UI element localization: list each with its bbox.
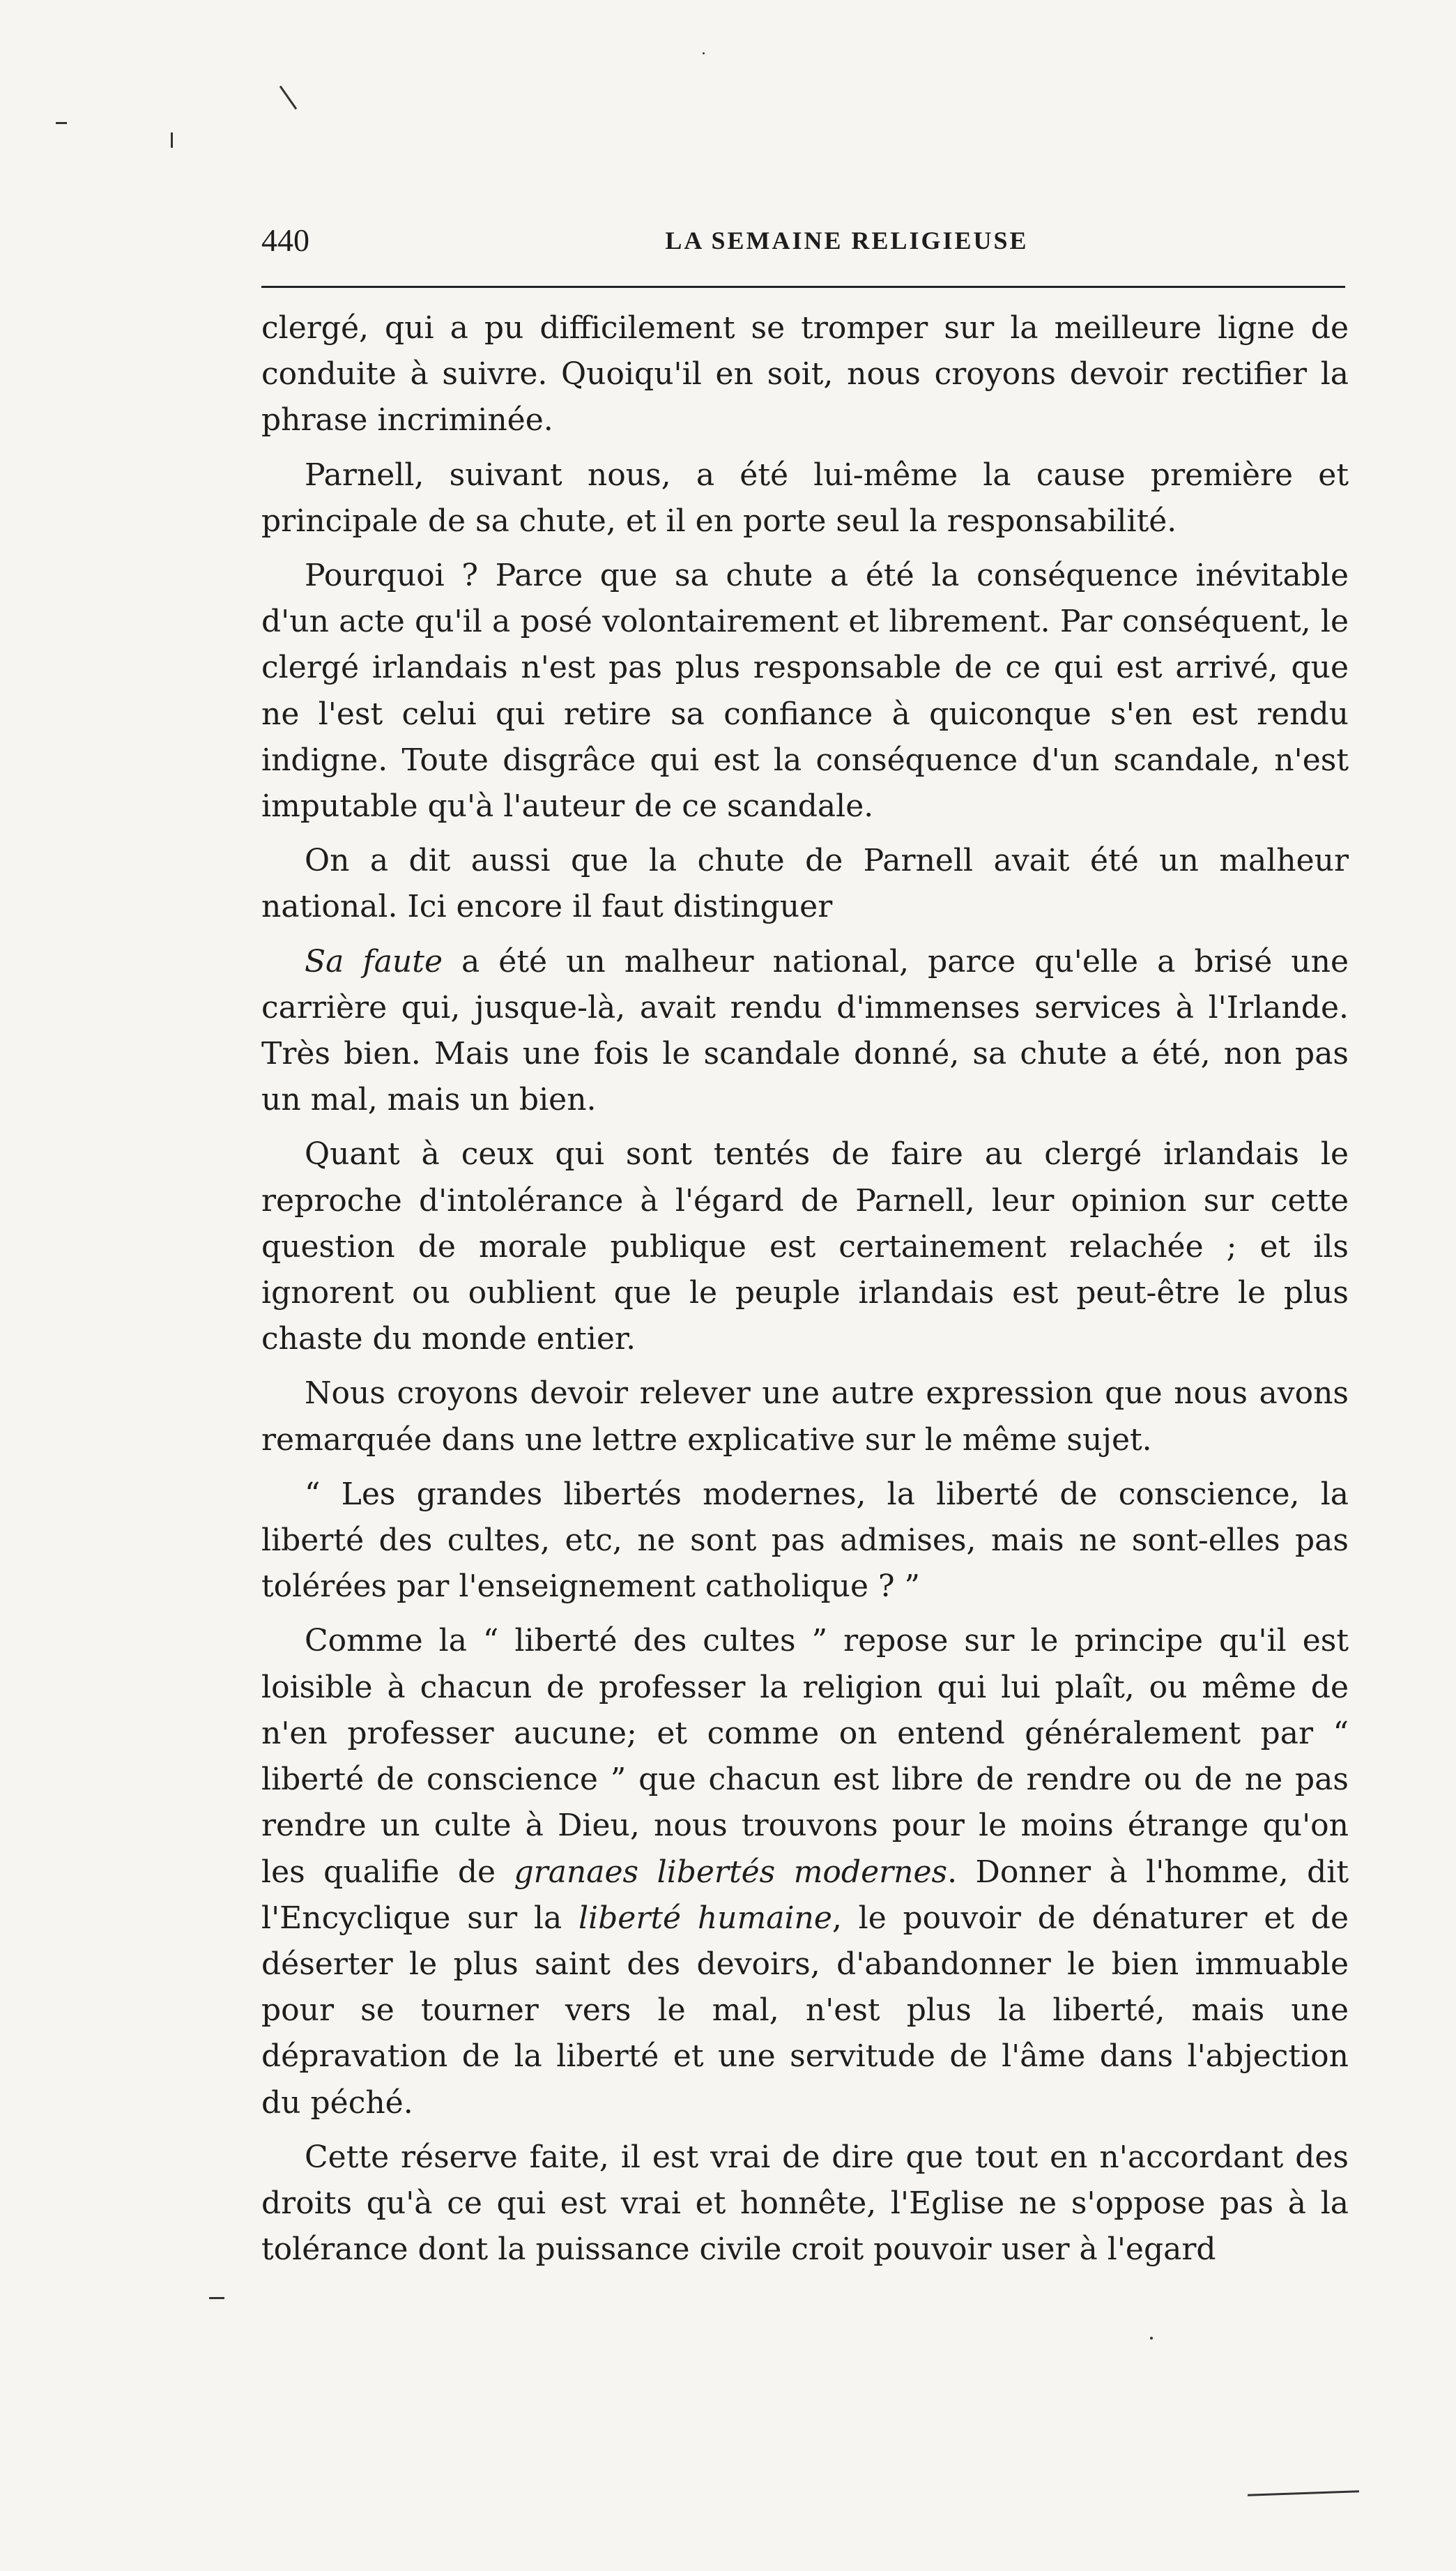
paragraph-9 [261, 1618, 1349, 2126]
scan-mark [279, 86, 297, 109]
scan-mark [56, 122, 67, 124]
page-header [261, 222, 1349, 264]
paragraph-2: Parnell, suivant nous, a été lui-même la cause première et principale de sa chute, et il en porte seul la responsabilité. [261, 457, 1349, 539]
page-number: 440 [261, 222, 309, 258]
scan-mark [1150, 2337, 1153, 2340]
paragraph-9-text-a: Comme la “ liberté des cultes ” repose sur le principe qu'il est loisible à chacun de professer la religion qui lui plaît, ou même de n'en professer aucune; et comme on entend généralement par “ liberté de conscience ” que chacun est libre de rendre ou de ne pas rendre un culte à Dieu, nous trouvons pour le moins étrange qu'on les qualifie de [261, 1623, 1349, 1890]
paragraph-3: Pourquoi ? Parce que sa chute a été la conséquence inévitable d'un acte qu'il a posé volontairement et librement. Par conséquent, le clergé irlandais n'est pas plus responsable de ce qui est arrivé, que ne l'est celui qui retire sa confiance à quiconque s'en est rendu indigne. Toute disgrâce qui est la conséquence d'un scandale, n'est imputable qu'à l'auteur de ce scandale. [261, 558, 1349, 825]
paragraph-5-text: a été un malheur national, parce qu'elle a brisé une carrière qui, jusque-là, avait rendu d'immenses services à l'Irlande. Très bien. Mais une fois le scandale donné, sa chute a été, non pas un mal, mais un bien. [261, 943, 1349, 1118]
paragraph-4: On a dit aussi que la chute de Parnell avait été un malheur national. Ici encore il faut distinguer [261, 843, 1349, 925]
paragraph-9-text-c: , le pouvoir de dénaturer et de déserter le plus saint des devoirs, d'abandonner le bien immuable pour se tourner vers le mal, n'est plus la liberté, mais une dépravation de la liberté et une servitude de l'âme dans l'abjection du péché. [261, 1900, 1349, 2121]
paragraph-6: Quant à ceux qui sont tentés de faire au clergé irlandais le reproche d'intolérance à l'égard de Parnell, leur opinion sur cette question de morale publique est certainement relachée ; et ils ignorent ou oublient que le peuple irlandais est peut-être le plus chaste du monde entier. [261, 1136, 1349, 1357]
italic-phrase: liberté humaine [578, 1900, 832, 1936]
header-rule [261, 286, 1345, 288]
scan-mark [703, 52, 705, 54]
paragraph-9-text-b: . Donner à l'homme, dit l'Encyclique sur la [261, 1854, 1349, 1936]
italic-phrase: Sa faute [305, 943, 443, 979]
paragraph-10: Cette réserve faite, il est vrai de dire que tout en n'accordant des droits qu'à ce qui est vrai et honnête, l'Eglise ne s'oppose pas à la tolérance dont la puissance civile croit pouvoir user à l'egard [261, 2139, 1349, 2268]
scan-mark [1248, 2490, 1359, 2496]
body-text [261, 305, 1349, 2281]
paragraph-1: clergé, qui a pu difficilement se tromper sur la meilleure ligne de conduite à suivre. Quoiqu'il en soit, nous croyons devoir rectifier la phrase incriminée. [261, 310, 1349, 438]
scan-mark [209, 2297, 224, 2299]
paragraph-5 [261, 939, 1349, 1124]
italic-phrase: granaes libertés modernes [514, 1854, 948, 1890]
paragraph-7: Nous croyons devoir relever une autre expression que nous avons remarquée dans une lettre explicative sur le même sujet. [261, 1375, 1349, 1458]
paragraph-8: “ Les grandes libertés modernes, la liberté de conscience, la liberté des cultes, etc, ne sont pas admises, mais ne sont-elles pas tolérées par l'enseignement catholique ? ” [261, 1476, 1349, 1605]
running-title: LA SEMAINE RELIGIEUSE [665, 227, 1029, 254]
scan-mark [171, 132, 173, 148]
